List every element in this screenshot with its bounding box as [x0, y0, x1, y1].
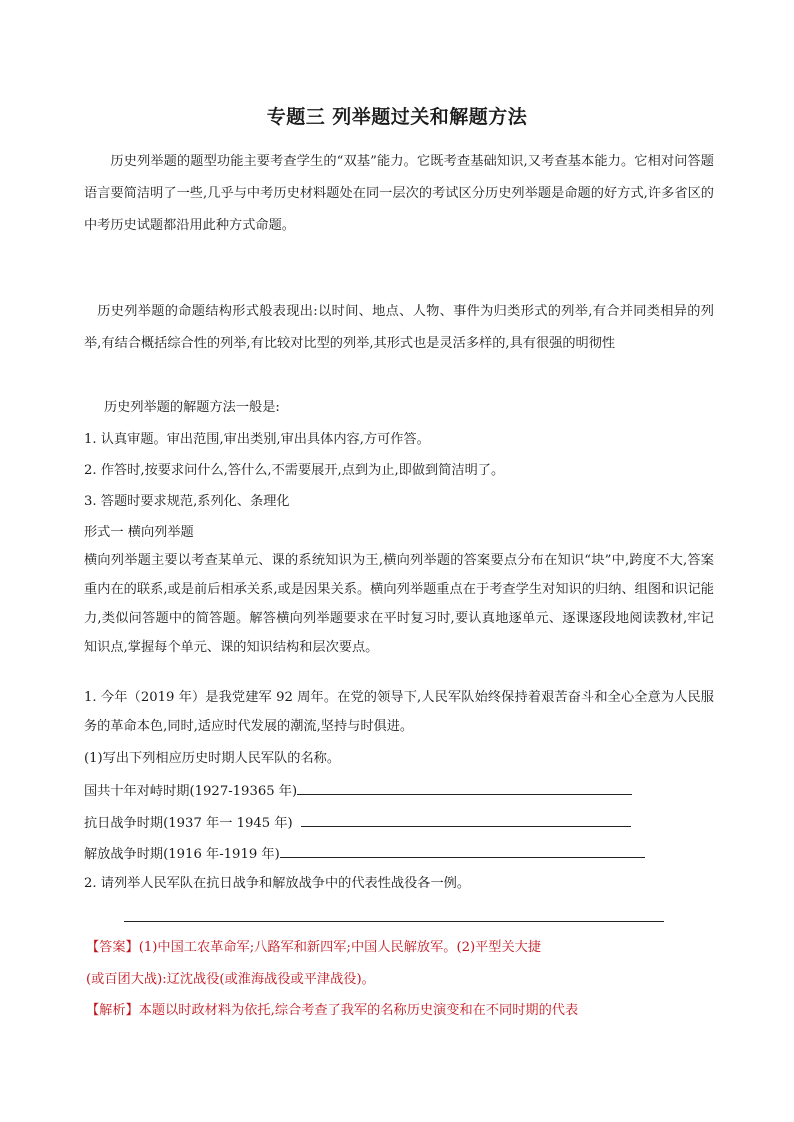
methods-heading: 历史列举题的解题方法一般是:: [104, 400, 280, 415]
answer-line-2: (或百团大战):辽沈战役(或淮海战役或平津战役)。: [86, 972, 375, 987]
period-line-1: [84, 780, 632, 802]
period-line-2: [84, 812, 631, 834]
period-label-3: 解放战争时期(1916 年-1919 年): [84, 847, 280, 862]
question-sub1: (1)写出下列相应历史时期人民军队的名称。: [84, 751, 341, 766]
answer-blank-2[interactable]: [301, 812, 631, 827]
analysis-tag: 【解析】: [86, 1003, 139, 1018]
period-line-3: [84, 843, 645, 865]
question-sub2: 2. 请列举人民军队在抗日战争和解放战争中的代表性战役各一例。: [84, 876, 471, 891]
form1-body: 横向列举题主要以考查某单元、课的系统知识为王,横向列举题的答案要点分布在知识“块”中,跨度不大,答案重内在的联系,或是前后相承关系,或是因果关系。横向列举题重点在于考查学生对知识的归纳、组图和识记能力,类似问答题中的简答题。解答横向列举题要求在平时复习时,要认真地逐单元、逐课逐段地阅读教材,牢记知识点,掌握每个单元、课的知识结构和层次要点。: [84, 553, 714, 655]
period-label-2: 抗日战争时期(1937 年一 1945 年): [84, 816, 293, 831]
form1-heading: 形式一 横向列举题: [84, 525, 194, 540]
answer-tag: 【答案】: [86, 940, 139, 955]
answer-blank-3[interactable]: [280, 843, 645, 858]
intro-paragraph-2: 历史列举题的命题结构形式般表现出:以时间、地点、人物、事件为归类形式的列举,有合并同类相异的列举,有结合概括综合性的列举,有比较对比型的列举,其形式也是灵活多样的,具有很强的明彻性: [84, 304, 714, 351]
analysis-text: 本题以时政材料为依托,综合考查了我军的名称历史演变和在不同时期的代表: [138, 1003, 579, 1018]
method-item-3: 3. 答题时要求规范,系列化、条理化: [84, 494, 290, 509]
analysis-line: [86, 1001, 578, 1021]
period-label-1: 国共十年对峙时期(1927-19365 年): [84, 784, 298, 799]
intro-paragraph-1: 历史列举题的题型功能主要考查学生的“双基”能力。它既考查基础知识,又考查基本能力。它相对问答题语言要简洁明了一些,几乎与中考历史材料题处在同一层次的考试区分历史列举题是命题的好方式,许多省区的中考历史试题都沿用此种方式命题。: [84, 154, 714, 233]
question-stem: 1. 今年（2019 年）是我党建军 92 周年。在党的领导下,人民军队始终保持着艰苦奋斗和全心全意为人民服务的革命本色,同时,适应时代发展的潮流,坚持与时俱进。: [84, 690, 714, 734]
method-item-2: 2. 作答时,按要求问什么,答什么,不需要展开,点到为止,即做到简洁明了。: [84, 463, 505, 478]
answer-blank-1[interactable]: [297, 780, 632, 795]
document-title: 专题三 列举题过关和解题方法: [266, 106, 528, 128]
answer-text-1: (1)中国工农革命军;八路军和新四军;中国人民解放军。(2)平型关大捷: [138, 940, 542, 955]
method-item-1: 1. 认真审题。审出范围,审出类别,审出具体内容,方可作答。: [84, 432, 430, 447]
answer-blank-4[interactable]: [124, 921, 664, 922]
answer-line-1: [86, 938, 541, 958]
